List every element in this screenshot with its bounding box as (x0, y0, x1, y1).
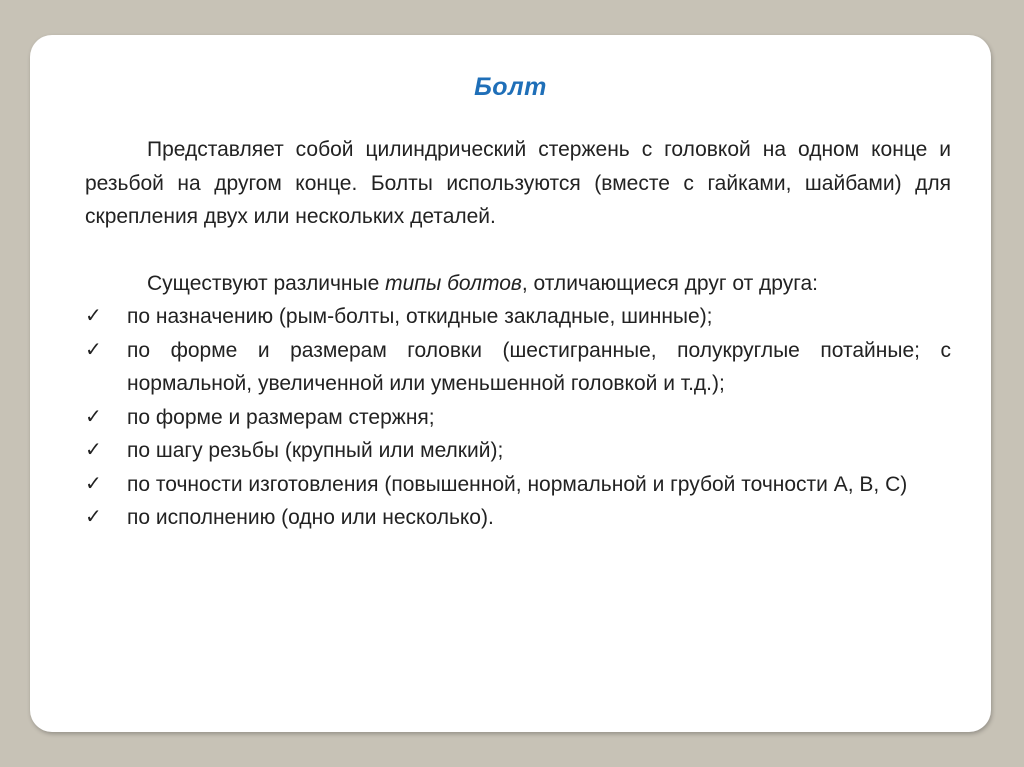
list-item-text: по шагу резьбы (крупный или мелкий); (127, 439, 504, 462)
list-item-text: по исполнению (одно или несколько). (127, 506, 494, 529)
slide-title: Болт (474, 73, 547, 101)
list-item-text: по форме и размерам стержня; (127, 405, 435, 429)
check-icon: ✓ (85, 506, 102, 528)
slide (30, 35, 991, 732)
slide-content (85, 133, 951, 535)
paragraph-types-text-before: Существуют различные (147, 271, 386, 295)
list-item (85, 434, 951, 468)
list-item-text: по назначению (рым-болты, откидные закладные, шинные); (127, 305, 713, 328)
paragraph-types-text-after: , отличающиеся друг от друга: (521, 271, 818, 295)
list-item-text: по точности изготовления (повышенной, нормальной и грубой точности А, В, С) (127, 472, 908, 496)
list-item (85, 334, 951, 401)
bolt-types-list (85, 300, 951, 535)
list-item (85, 401, 951, 435)
list-item (85, 468, 951, 502)
check-icon: ✓ (85, 405, 102, 428)
paragraph-description: Представляет собой цилиндрический стержень с головкой на одном конце и резьбой на другом конце. Болты используются (вместе с гайками, шайбами) для скрепления двух или нескольких деталей. (85, 138, 951, 228)
check-icon: ✓ (85, 338, 102, 361)
check-icon: ✓ (85, 305, 102, 327)
check-icon: ✓ (85, 439, 102, 461)
paragraph-types-emphasis: типы болтов (385, 271, 522, 295)
check-icon: ✓ (85, 472, 102, 495)
list-item (85, 300, 951, 334)
list-item (85, 501, 951, 535)
paragraph-types-intro (85, 267, 951, 301)
list-item-text: по форме и размерам головки (шестигранные, полукруглые потайные; с нормальной, увеличенной или уменьшенной головкой и т.д.); (127, 338, 951, 395)
